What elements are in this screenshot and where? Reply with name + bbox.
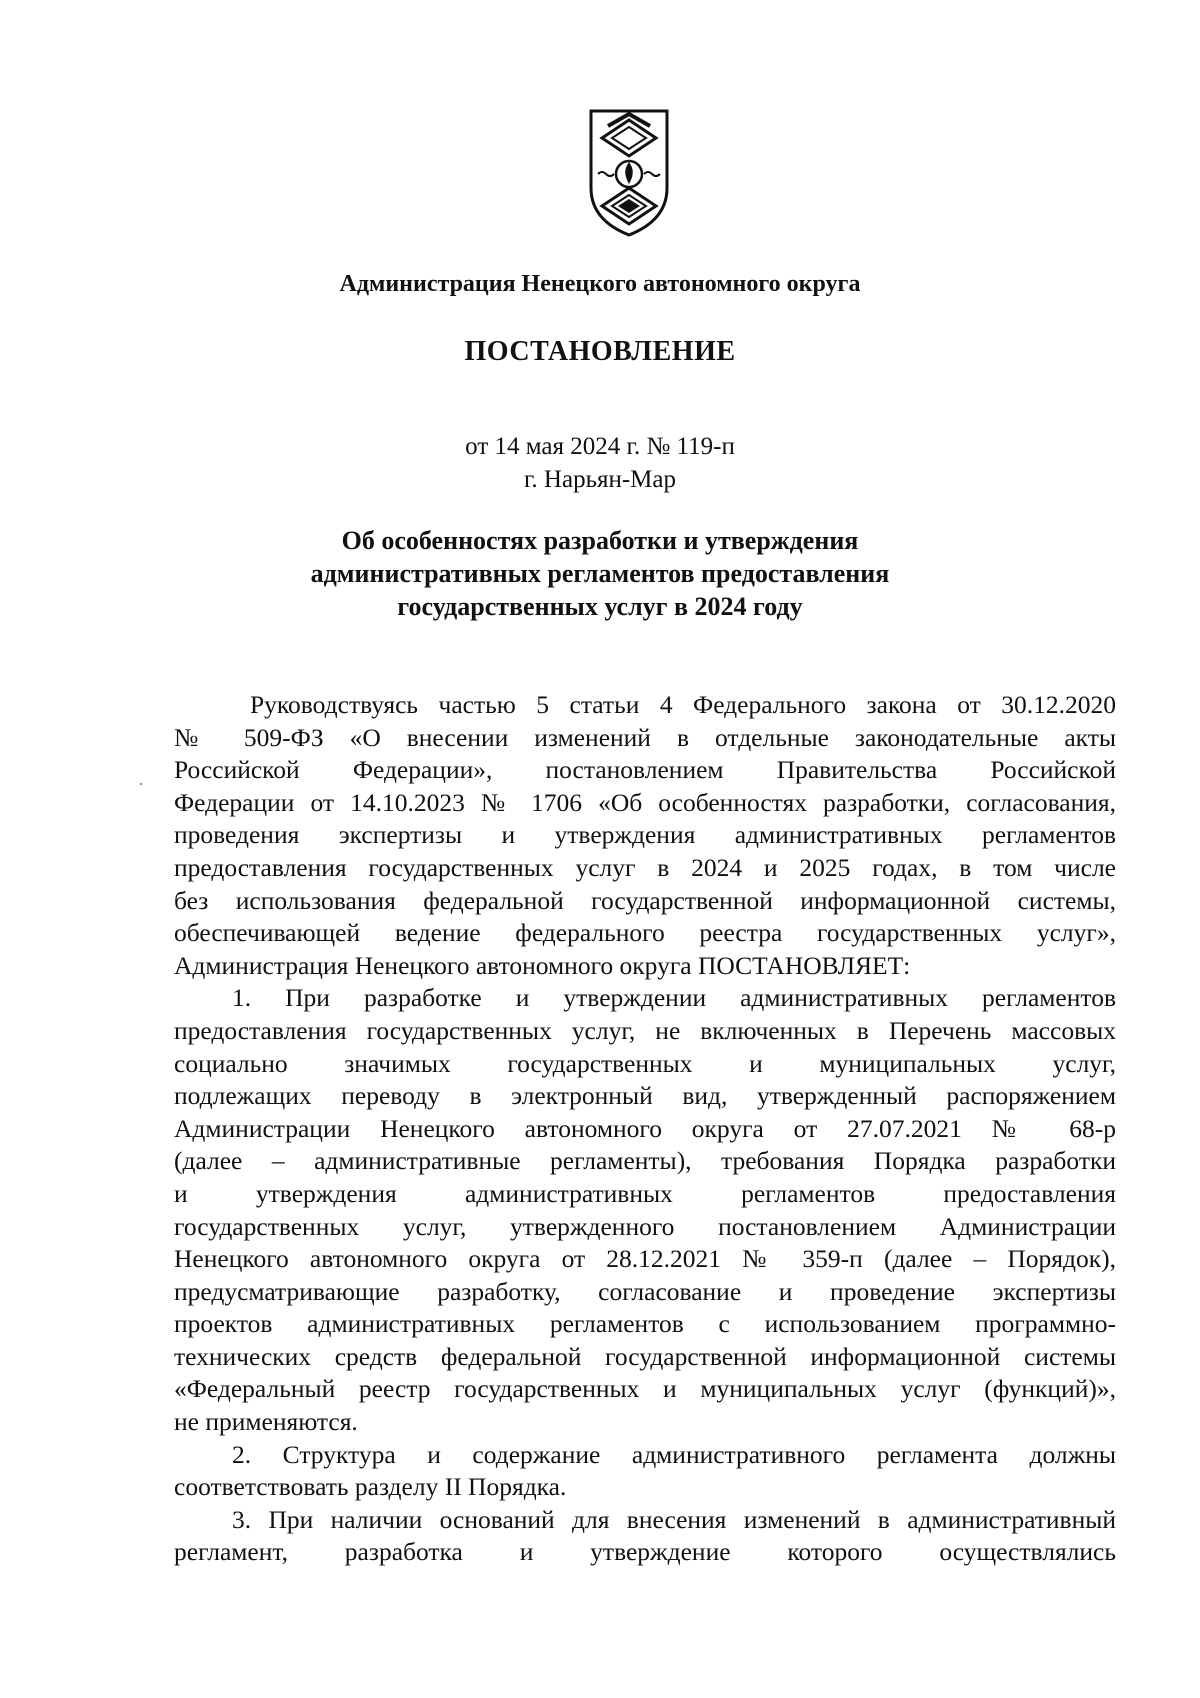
body-line: предоставления государственных услуг, не включенных в Перечень массовых bbox=[174, 1015, 1116, 1045]
title-line: административных регламентов предоставления bbox=[310, 559, 890, 588]
date-number: от 14 мая 2024 г. № 119-п bbox=[465, 433, 735, 460]
body-line: без использования федеральной государственной информационной системы, bbox=[174, 885, 1116, 915]
body-line: 2. Структура и содержание административного регламента должны bbox=[232, 1439, 1116, 1469]
body-line: проектов административных регламентов с использованием программно- bbox=[174, 1309, 1116, 1339]
body-line: регламент, разработка и утверждение которого осуществлялись bbox=[174, 1537, 1116, 1567]
body-line: государственных услуг, утвержденного постановлением Администрации bbox=[174, 1211, 1116, 1241]
body-line: социально значимых государственных и муниципальных услуг, bbox=[174, 1048, 1116, 1078]
body-line: Ненецкого автономного округа от 28.12.2021 № 359-п (далее – Порядок), bbox=[174, 1244, 1116, 1274]
body-line: 3. При наличии оснований для внесения изменений в административный bbox=[232, 1504, 1116, 1534]
body-line: Администрации Ненецкого автономного округа от 27.07.2021 № 68-р bbox=[174, 1113, 1116, 1143]
body-line: 1. При разработке и утверждении административных регламентов bbox=[232, 983, 1116, 1013]
body-line: (далее – административные регламенты), требования Порядка разработки bbox=[174, 1146, 1116, 1176]
body-line: предоставления государственных услуг в 2024 и 2025 годах, в том числе bbox=[174, 852, 1116, 882]
document-type-heading: ПОСТАНОВЛЕНИЕ bbox=[464, 336, 736, 367]
body-line: обеспечивающей ведение федерального реестра государственных услуг», bbox=[174, 918, 1116, 948]
city: г. Нарьян-Мар bbox=[523, 466, 676, 493]
body-line: и утверждения административных регламентов предоставления bbox=[174, 1178, 1116, 1208]
body-line: Федерации от 14.10.2023 № 1706 «Об особенностях разработки, согласования, bbox=[174, 787, 1116, 817]
organization-name: Администрация Ненецкого автономного округа bbox=[339, 271, 861, 297]
body-line: «Федеральный реестр государственных и муниципальных услуг (функций)», bbox=[174, 1374, 1116, 1404]
body-line: подлежащих переводу в электронный вид, утвержденный распоряжением bbox=[174, 1081, 1116, 1111]
body-line: Руководствуясь частью 5 статьи 4 Федерального закона от 30.12.2020 bbox=[250, 690, 1116, 719]
body-line: не применяются. bbox=[174, 1407, 358, 1437]
coat-of-arms-emblem bbox=[588, 108, 670, 238]
document-body bbox=[174, 689, 1116, 1569]
scan-speck bbox=[140, 783, 142, 785]
body-line: проведения экспертизы и утверждения административных регламентов bbox=[174, 820, 1116, 850]
body-line: технических средств федеральной государственной информационной системы bbox=[174, 1341, 1116, 1371]
title-line: Об особенностях разработки и утверждения bbox=[341, 526, 859, 555]
body-line: предусматривающие разработку, согласование и проведение экспертизы bbox=[174, 1276, 1116, 1306]
body-line: соответствовать разделу II Порядка. bbox=[174, 1472, 567, 1502]
body-line: № 509-ФЗ «О внесении изменений в отдельные законодательные акты bbox=[174, 722, 1116, 752]
title-line: государственных услуг в 2024 году bbox=[397, 592, 803, 621]
date-and-place bbox=[0, 430, 1200, 496]
body-line: Администрация Ненецкого автономного округа ПОСТАНОВЛЯЕТ: bbox=[174, 950, 911, 980]
document-title bbox=[0, 524, 1200, 623]
body-line: Российской Федерации», постановлением Правительства Российской bbox=[174, 755, 1116, 785]
